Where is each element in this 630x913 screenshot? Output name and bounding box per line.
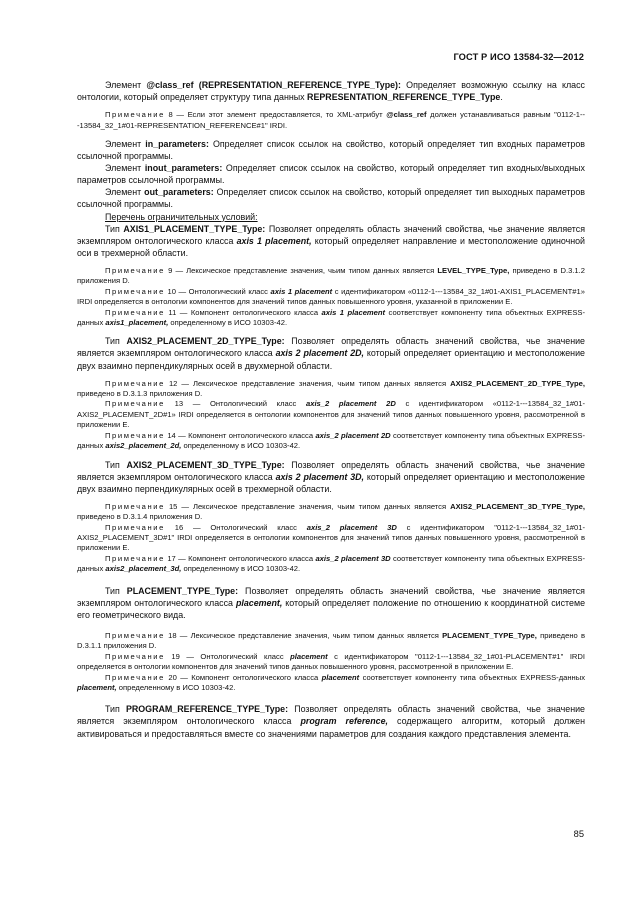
note-label: Примечание xyxy=(105,286,165,296)
paragraph-program-reference xyxy=(77,703,585,739)
class-name: axis2_placement_2d, xyxy=(105,441,182,451)
note-13 xyxy=(77,399,585,430)
note-label: Примечание xyxy=(105,265,165,275)
note-17 xyxy=(77,554,585,575)
paragraph-out-parameters xyxy=(77,186,585,210)
note-12 xyxy=(77,379,585,400)
term: @class_ref xyxy=(386,110,427,120)
note-9 xyxy=(77,266,585,287)
note-label: Примечание xyxy=(105,522,165,532)
note-label: Примечание xyxy=(105,672,165,682)
class-name: placement, xyxy=(77,682,117,692)
text: Позволяет определять область значений свойства, чье значение является экземпляром онтологического класса xyxy=(77,704,585,727)
text: соответствует компоненту типа объектных EXPRESS-данных xyxy=(77,553,586,574)
text: Элемент xyxy=(105,80,147,90)
class-name: axis_2 placement 3D xyxy=(315,553,391,563)
text: приведено в D.3.1.2 приложения D. xyxy=(77,265,585,286)
text: должен устанавливаться равным "0112-1---13584_32_1#01-REPRESENTATION_REFERENCE#1" IRDI. xyxy=(77,110,585,130)
text: определенному в ИСО 10303-42. xyxy=(168,317,288,327)
term: AXIS1_PLACEMENT_TYPE_Type: xyxy=(123,223,266,234)
text: 12 — Лексическое представление значения, чьим типом данных является xyxy=(164,378,451,388)
text: 17 — Компонент онтологического класса xyxy=(164,553,316,563)
term: PLACEMENT_TYPE_Type: xyxy=(126,585,239,596)
standard-header: ГОСТ Р ИСО 13584-32—2012 xyxy=(453,52,584,62)
class-name: axis 1 placement xyxy=(270,286,333,296)
text: с идентификатором "0112-1---13584_32_1#01-PLACEMENT#1" IRDI определяется в онтологии компонентов для значений типов данных повышенного уровня, рассмотренной в приложении E. xyxy=(77,651,586,672)
paragraph-placement xyxy=(77,585,585,621)
text: 13 — Онтологический класс xyxy=(164,399,306,409)
note-18 xyxy=(77,631,585,652)
note-8 xyxy=(77,110,585,131)
text: 14 — Компонент онтологического класса xyxy=(164,430,316,440)
text: определенному в ИСО 10303-42. xyxy=(181,441,301,451)
class-name: axis 1 placement, xyxy=(236,235,312,246)
note-label: Примечание xyxy=(105,399,165,409)
text: соответствует компоненту типа объектных EXPRESS-данных xyxy=(359,672,586,682)
text: определенному в ИСО 10303-42. xyxy=(116,682,236,692)
term: in_parameters: xyxy=(145,139,209,149)
text: Определяет список ссылок на свойство, который определяет тип выходных параметров ссылочной программы. xyxy=(77,187,585,210)
text: содержащего алгоритм, который должен активироваться и предоставляться вместе со значениями параметров для создания каждого представления элемента. xyxy=(77,716,585,739)
note-label: Примечание xyxy=(105,501,165,511)
class-name: axis_2 placement 2D xyxy=(306,399,396,409)
note-14 xyxy=(77,431,585,452)
text: Позволяет определять область значений свойства, чье значение является экземпляром онтологического класса xyxy=(77,336,585,359)
text: приведено в D.3.1.1 приложения D. xyxy=(77,630,585,651)
term: PROGRAM_REFERENCE_TYPE_Type: xyxy=(125,704,289,715)
text: Элемент xyxy=(105,163,145,174)
text: Определяет возможную ссылку на класс онтологии, который определяет структуру типа данных xyxy=(77,80,585,103)
note-20 xyxy=(77,673,585,694)
text: с идентификатором «0112-1---13584_32_1#01-AXIS1_PLACEMENT#1» IRDI определяется в онтологии компонентов для значений типов данных повышенного уровня, указанной в приложении E. xyxy=(77,286,585,307)
class-name: axis_2 placement 2D xyxy=(315,430,391,440)
text: Позволяет определять область значений свойства, чье значение является экземпляром онтологического класса xyxy=(77,223,586,246)
note-19 xyxy=(77,652,585,673)
note-10 xyxy=(77,287,585,308)
text: Определяет список ссылок на свойство, который определяет тип входных параметров ссылочной программы. xyxy=(77,139,585,162)
page-number: 85 xyxy=(573,829,584,839)
text: соответствует компоненту типа объектных EXPRESS-данных xyxy=(77,307,585,327)
term: AXIS2_PLACEMENT_2D_TYPE_Type, xyxy=(450,378,585,388)
text: 10 — Онтологический класс xyxy=(164,286,271,296)
text: . xyxy=(500,92,503,103)
text: Тип xyxy=(105,459,127,470)
class-name: axis 1 placement xyxy=(321,307,386,317)
term: inout_parameters: xyxy=(144,163,223,174)
term: AXIS2_PLACEMENT_3D_TYPE_Type: xyxy=(126,459,285,470)
text: приведено в D.3.1.3 приложения D. xyxy=(77,389,203,399)
note-label: Примечание xyxy=(105,110,165,120)
text: 16 — Онтологический класс xyxy=(164,522,307,532)
text: который определяет положение по отношению к координатной системе его геометрического вида. xyxy=(77,597,585,620)
page-content xyxy=(77,79,585,743)
note-15 xyxy=(77,502,585,523)
text: Элемент xyxy=(105,187,145,198)
term: LEVEL_TYPE_Type, xyxy=(437,265,510,275)
term: AXIS2_PLACEMENT_2D_TYPE_Type: xyxy=(126,336,285,347)
note-label: Примечание xyxy=(105,553,165,563)
paragraph-axis2-placement-3d xyxy=(77,459,585,495)
paragraph-axis1-placement xyxy=(77,223,585,259)
note-label: Примечание xyxy=(105,307,165,317)
text: который определяет направление и местоположение одиночной оси в трехмерной области. xyxy=(77,235,586,258)
text: Тип xyxy=(105,223,124,234)
class-name: placement, xyxy=(235,597,283,608)
class-name: axis2_placement_3d, xyxy=(105,564,182,574)
note-11 xyxy=(77,308,585,329)
text: с идентификатором "0112-1---13584_32_1#01-AXIS2_PLACEMENT_3D#1" IRDI определяется в онтологии компонентов для значений типов данных повышенного уровня, рассмотренной в приложении E. xyxy=(77,522,585,553)
text: соответствует компоненту типа объектных EXPRESS-данных xyxy=(77,430,586,451)
text: Позволяет определять область значений свойства, чье значение является экземпляром онтологического класса xyxy=(77,585,585,608)
class-name: axis1_placement, xyxy=(105,317,169,327)
text: приведено в D.3.1.4 приложения D. xyxy=(77,512,203,522)
text: который определяет ориентацию и местоположение двух взаимно перпендикулярных осей в двухмерной области. xyxy=(77,348,585,371)
text: с идентификатором «0112-1---13584_32_1#01-AXIS2_PLACEMENT_2D#1» IRDI определяется в онтологии компонентов для значений типов данных повышенного уровня, рассмотренной в приложении E. xyxy=(77,399,586,430)
note-label: Примечание xyxy=(105,430,165,440)
text: Перечень ограничительных условий: xyxy=(105,211,258,222)
class-name: placement xyxy=(321,672,360,682)
term: AXIS2_PLACEMENT_3D_TYPE_Type, xyxy=(450,501,585,511)
paragraph-class-ref xyxy=(77,79,585,103)
text: 8 — Если этот элемент предоставляется, то XML-атрибут xyxy=(164,110,387,120)
note-label: Примечание xyxy=(105,378,165,388)
text: Определяет список ссылок на свойство, который определяет тип входных/выходных параметров ссылочной программы. xyxy=(77,163,585,186)
class-name: axis 2 placement 2D, xyxy=(275,348,365,359)
text: Тип xyxy=(105,585,127,596)
class-name: placement xyxy=(290,651,328,661)
note-16 xyxy=(77,523,585,554)
text: 20 — Компонент онтологического класса xyxy=(164,672,322,682)
text: 15 — Лексическое представление значения, чьим типом данных является xyxy=(164,501,451,511)
class-name: axis 2 placement 3D, xyxy=(275,471,365,482)
term: PLACEMENT_TYPE_Type, xyxy=(442,630,537,640)
text: который определяет ориентацию и местоположение двух взаимно перпендикулярных осей в трехмерной области. xyxy=(77,471,585,494)
term: out_parameters: xyxy=(144,187,214,198)
text: 9 — Лексическое представление значения, чьим типом данных является xyxy=(164,265,438,275)
term: @class_ref (REPRESENTATION_REFERENCE_TYPE_Type): xyxy=(146,80,401,90)
note-label: Примечание xyxy=(105,651,165,661)
text: Тип xyxy=(105,704,126,715)
text: Тип xyxy=(105,336,127,347)
term: REPRESENTATION_REFERENCE_TYPE_Type xyxy=(307,92,501,103)
note-label: Примечание xyxy=(105,630,165,640)
class-name: program reference, xyxy=(300,716,388,727)
text: определенному в ИСО 10303-42. xyxy=(181,564,301,574)
text: Элемент xyxy=(105,139,146,149)
paragraph-inout-parameters xyxy=(77,162,585,186)
text: 19 — Онтологический класс xyxy=(164,651,291,661)
text: Позволяет определять область значений свойства, чье значение является экземпляром онтологического класса xyxy=(77,459,585,482)
paragraph-axis2-placement-2d xyxy=(77,335,585,371)
paragraph-in-parameters xyxy=(77,138,585,162)
paragraph-constraints-heading xyxy=(77,211,585,223)
text: 11 — Компонент онтологического класса xyxy=(164,307,322,317)
text: 18 — Лексическое представление значения, чьим типом данных является xyxy=(164,630,443,640)
class-name: axis_2 placement 3D xyxy=(306,522,397,532)
